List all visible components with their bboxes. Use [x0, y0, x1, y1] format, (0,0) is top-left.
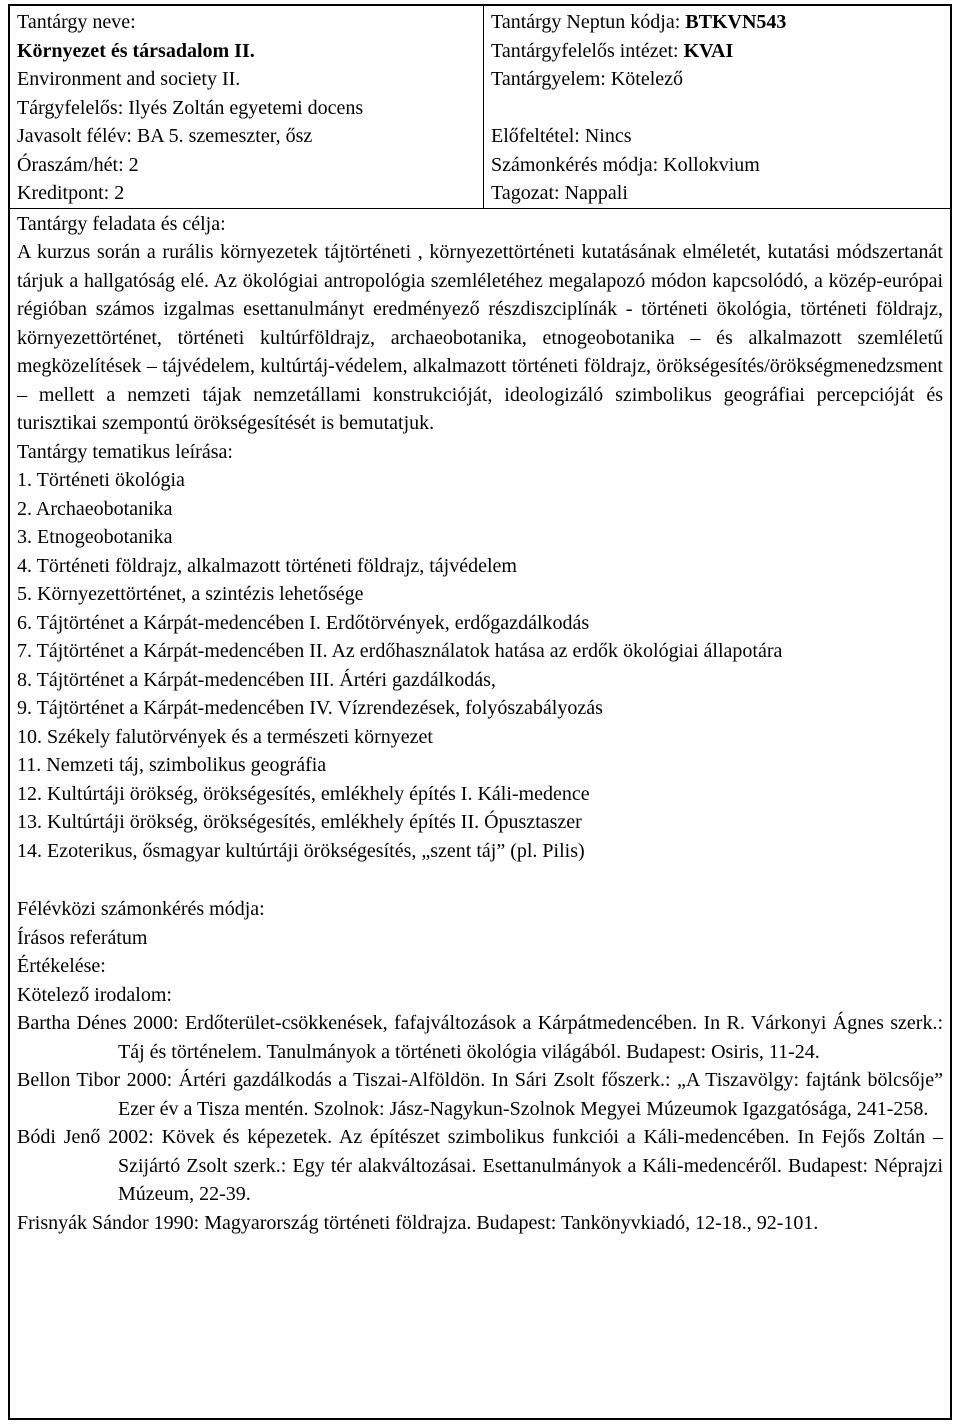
institute-row [491, 37, 950, 66]
reference-item: Bartha Dénes 2000: Erdőterület-csökkenések, fafajváltozások a Kárpátmedencében. In R. Várkonyi Ágnes szerk.: Táj és történelem. Tanulmányok a történeti ökológia világából. Budapest: Osiris, 11-24. [17, 1012, 943, 1063]
division: Tagozat: Nappali [491, 182, 628, 204]
topic-item: 11. Nemzeti táj, szimbolikus geográfia [17, 754, 327, 776]
aim-text: A kurzus során a rurális környezetek tájtörténeti , környezettörténeti kutatásának elméletét, kutatási módszertanát tárjuk a hallgatóság elé. Az ökológiai antropológia szemléletéhez megalapozó módon kapcsolódó, a közép-európai régióban számos izgalmas esettanulmányt eredményező részdiszciplínák - történeti ökológia, történeti földrajz, környezettörténet, történeti kultúrföldrajz, archaeobotanika, etnogeobotanika – és alkalmazott szemléletű megközelítések – tájvédelem, kultúrtáj-védelem, alkalmazott történeti földrajz, örökségesítés/örökségmenedzsment – mellett a nemzeti tájak nemzetállami konstrukcióját, ideologizáló szimbolikus geográfiai percepcióját és turisztikai szempontú örökségesítését is bemutatjuk. [17, 241, 943, 434]
credit-points: Kreditpont: 2 [17, 182, 125, 204]
topic-item: 13. Kultúrtáji örökség, örökségesítés, emlékhely építés II. Ópusztaszer [17, 811, 582, 833]
assessment-type: Számonkérés módja: Kollokvium [491, 153, 760, 176]
neptun-code-row [491, 8, 950, 37]
subject-name-hu: Környezet és társadalom II. [17, 39, 255, 62]
blank-row [491, 94, 950, 123]
hours-per-week: Óraszám/hét: 2 [17, 153, 139, 176]
topic-item: 7. Tájtörténet a Kárpát-medencében II. Az erdőhasználatok hatása az erdők ökológiai állapotára [17, 640, 783, 662]
references-list [17, 1009, 943, 1237]
topic-item: 4. Történeti földrajz, alkalmazott történeti földrajz, tájvédelem [17, 554, 517, 577]
topic-item: 3. Etnogeobotanika [17, 526, 173, 548]
prerequisite: Előfeltétel: Nincs [491, 125, 632, 147]
main-content [10, 209, 950, 1238]
institute-code: KVAI [683, 39, 734, 62]
topic-item: 14. Ezoterikus, ősmagyar kultúrtáji örökségesítés, „szent táj” (pl. Pilis) [17, 839, 585, 862]
reference-item: Bellon Tibor 2000: Ártéri gazdálkodás a Tiszai-Alföldön. In Sári Zsolt főszerk.: „A Tiszavölgy: fajtánk bölcsője” Ezer év a Tisza mentén. Szolnok: Jász-Nagykun-Szolnok Megyei Múzeumok Igazgatósága, 241-258. [17, 1069, 943, 1120]
recommended-semester: Javasolt félév: BA 5. szemeszter, ősz [17, 125, 313, 147]
midterm-label: Félévközi számonkérés módja: [17, 898, 265, 920]
topic-item: 8. Tájtörténet a Kárpát-medencében III. Ártéri gazdálkodás, [17, 668, 496, 691]
course-sheet [8, 4, 952, 1420]
midterm-value: Írásos referátum [17, 926, 148, 949]
topic-item: 5. Környezettörténet, a szintézis lehetősége [17, 583, 364, 605]
neptun-code: BTKVN543 [685, 11, 787, 33]
evaluation-label: Értékelése: [17, 955, 106, 977]
topics-label: Tantárgy tematikus leírása: [17, 440, 233, 463]
topics-list [17, 466, 943, 865]
topic-item: 2. Archaeobotanika [17, 497, 173, 520]
responsible-person: Tárgyfelelős: Ilyés Zoltán egyetemi docens [17, 96, 364, 119]
topic-item: 1. Történeti ökológia [17, 469, 185, 491]
header-left [10, 6, 484, 208]
topic-item: 6. Tájtörténet a Kárpát-medencében I. Erdőtörvények, erdőgazdálkodás [17, 611, 590, 634]
course-element: Tantárgyelem: Kötelező [491, 68, 684, 90]
reference-item: Bódi Jenő 2002: Kövek és képezetek. Az építészet szimbolikus funkciói a Káli-medencében. In Fejős Zoltán – Szijártó Zsolt szerk.: Egy tér alakváltozásai. Esettanulmányok a Káli-medencéről. Budapest: Néprajzi Múzeum, 22-39. [17, 1126, 943, 1205]
neptun-code-label: Tantárgy Neptun kódja: [491, 11, 686, 33]
aim-label: Tantárgy feladata és célja: [17, 212, 226, 235]
reference-item: Frisnyák Sándor 1990: Magyarország történeti földrajza. Budapest: Tankönyvkiadó, 12-18., 92-101. [17, 1211, 819, 1234]
topic-item: 10. Székely falutörvények és a természeti környezet [17, 725, 433, 748]
subject-name-en: Environment and society II. [17, 68, 241, 90]
spacer [17, 865, 943, 895]
subject-label: Tantárgy neve: [17, 11, 136, 33]
topic-item: 9. Tájtörténet a Kárpát-medencében IV. Vízrendezések, folyószabályozás [17, 697, 603, 719]
literature-label: Kötelező irodalom: [17, 983, 172, 1006]
institute-label: Tantárgyfelelős intézet: [491, 39, 684, 62]
topic-item: 12. Kultúrtáji örökség, örökségesítés, emlékhely építés I. Káli-medence [17, 782, 590, 805]
header-right [484, 6, 950, 208]
header-block [10, 6, 950, 209]
